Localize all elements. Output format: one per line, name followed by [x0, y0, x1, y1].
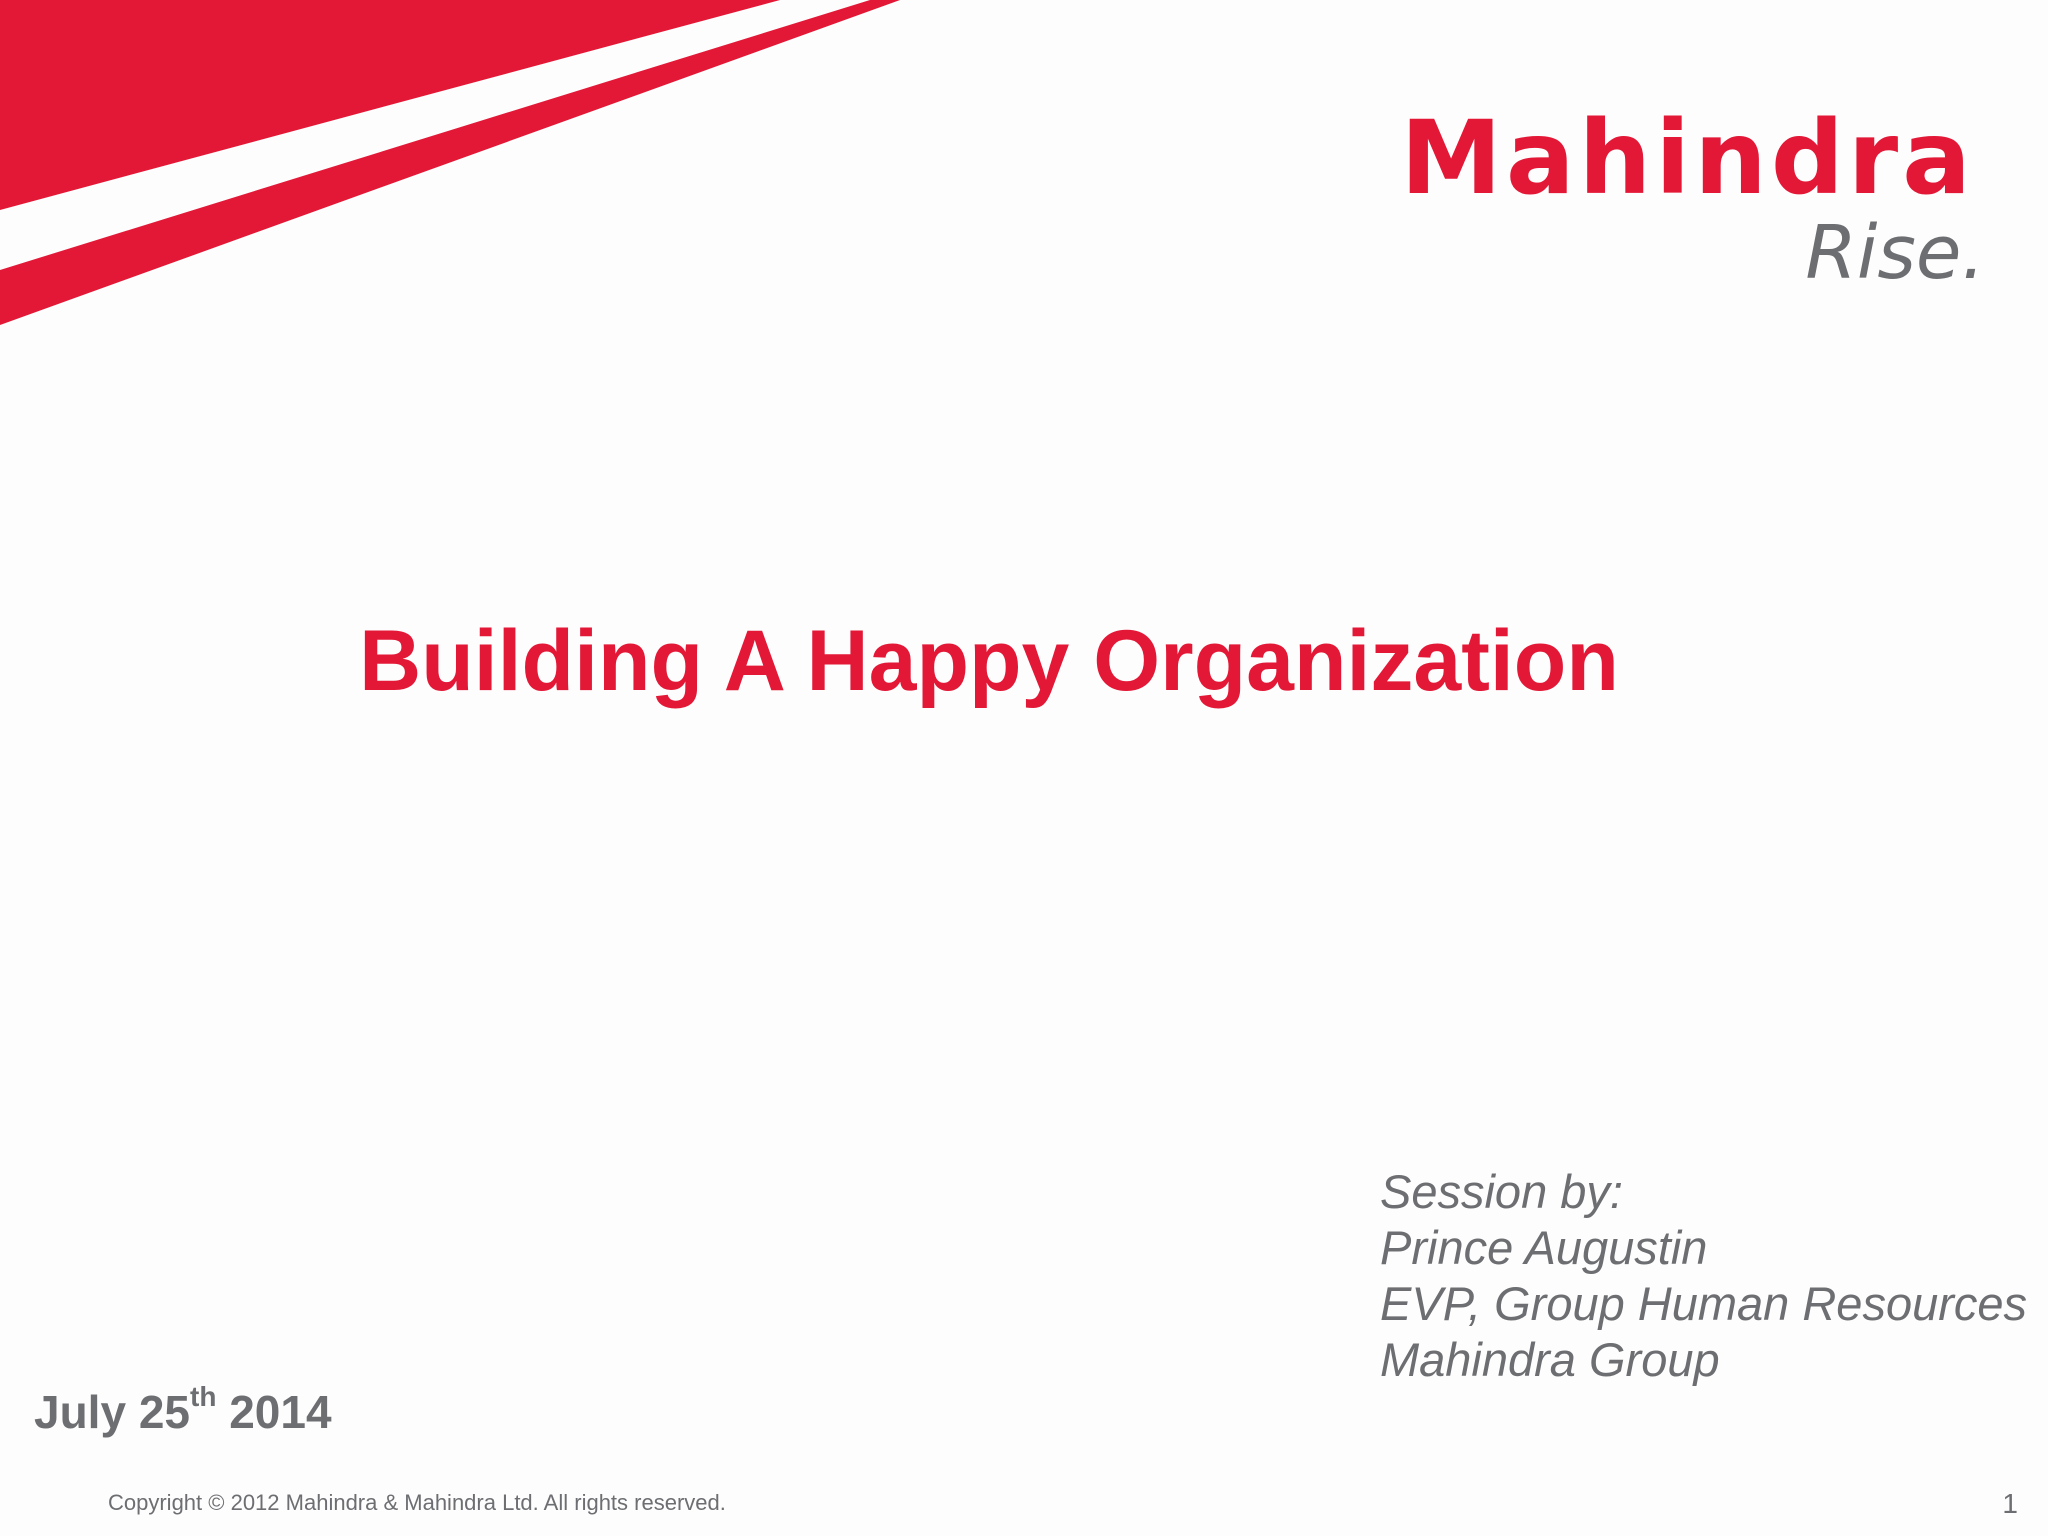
- logo-wordmark: Mahindra: [1400, 99, 1975, 218]
- page-number: 1: [2002, 1488, 2018, 1519]
- presenter-role: EVP, Group Human Resources: [1380, 1277, 2028, 1330]
- session-label: Session by:: [1380, 1165, 1623, 1218]
- presenter-name: Prince Augustin: [1380, 1221, 1708, 1274]
- copyright-notice: Copyright © 2012 Mahindra & Mahindra Ltd. All rights reserved.: [108, 1490, 726, 1515]
- logo-tagline: Rise.: [1805, 210, 1985, 296]
- presenter-company: Mahindra Group: [1380, 1333, 1720, 1386]
- slide-title: Building A Happy Organization: [359, 613, 1619, 709]
- mahindra-rise-logo: [1335, 99, 1985, 296]
- presentation-date: July 25th 2014: [34, 1381, 332, 1438]
- red-swoosh-graphic: [0, 0, 900, 330]
- presenter-block: [1380, 1164, 2027, 1388]
